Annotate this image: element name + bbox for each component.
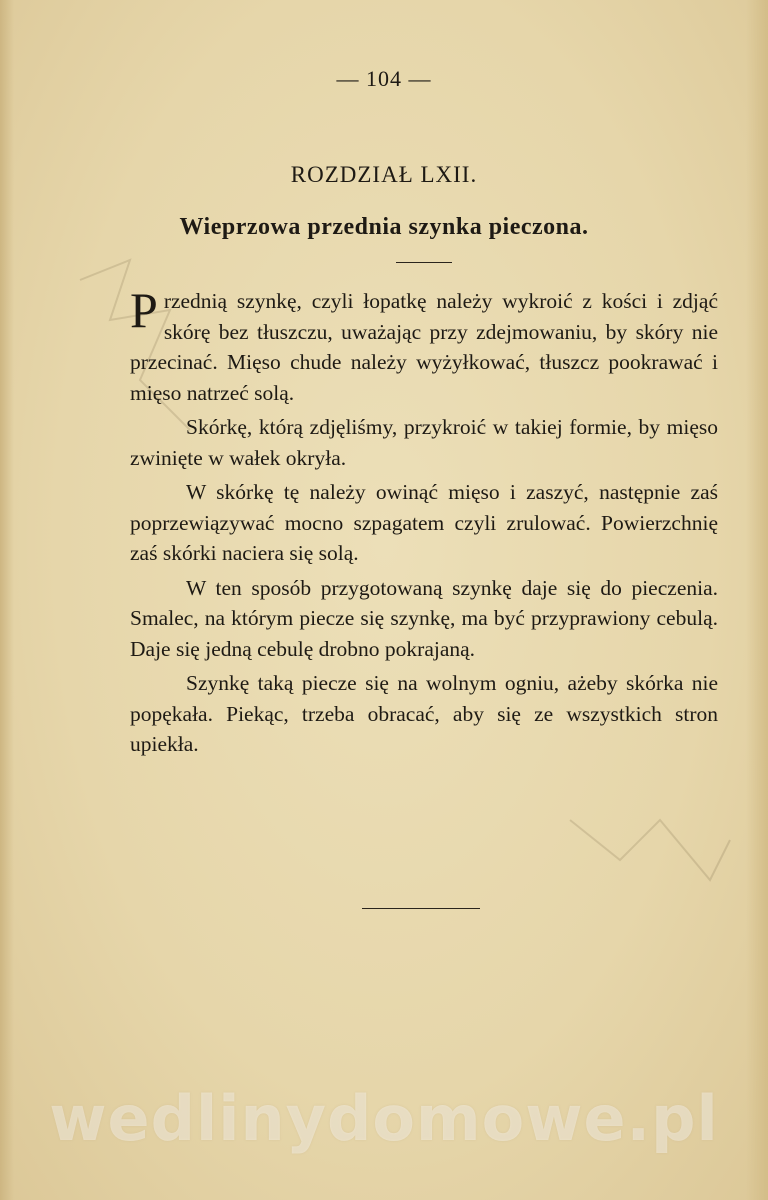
drop-cap-letter: P xyxy=(130,282,158,338)
paragraph-5: Szynkę taką piecze się na wolnym ogniu, ażeby skórka nie popękała. Piekąc, trzeba obracać, aby się ze wszystkich stron upiekła. xyxy=(130,671,718,756)
page-number: — 104 — xyxy=(336,66,432,91)
title-divider xyxy=(396,262,452,263)
paragraph-1-text: rzednią szynkę, czyli łopatkę należy wykroić z kości i zdjąć skórę bez tłuszczu, uważając przy zdejmowaniu, by skóry nie przecinać. Mięso chude należy wyżyłkować, tłuszcz pookrawać i mięso natrzeć solą. xyxy=(130,289,718,405)
background-stamp-mark-2 xyxy=(560,800,740,910)
recipe-title: Wieprzowa przednia szynka pieczona. xyxy=(179,214,589,240)
site-watermark: wedlinydomowe.pl xyxy=(49,1082,719,1155)
end-divider xyxy=(362,908,480,909)
paragraph-2: Skórkę, którą zdjęliśmy, przykroić w takiej formie, by mięso zwinięte w wałek okryła. xyxy=(130,415,718,470)
paragraph-4: W ten sposób przygotowaną szynkę daje się do pieczenia. Smalec, na którym piecze się szynkę, ma być przyprawiony cebulą. Daje się jedną cebulę drobno pokrajaną. xyxy=(130,575,718,661)
chapter-heading: ROZDZIAŁ LXII. xyxy=(290,162,478,187)
paragraph-1 xyxy=(130,282,718,408)
recipe-body xyxy=(130,282,718,764)
paragraph-3: W skórkę tę należy owinąć mięso i zaszyć, następnie zaś poprzewiązywać mocno szpagatem czyli zrulować. Powierzchnię zaś skórki naciera się solą. xyxy=(130,480,718,565)
